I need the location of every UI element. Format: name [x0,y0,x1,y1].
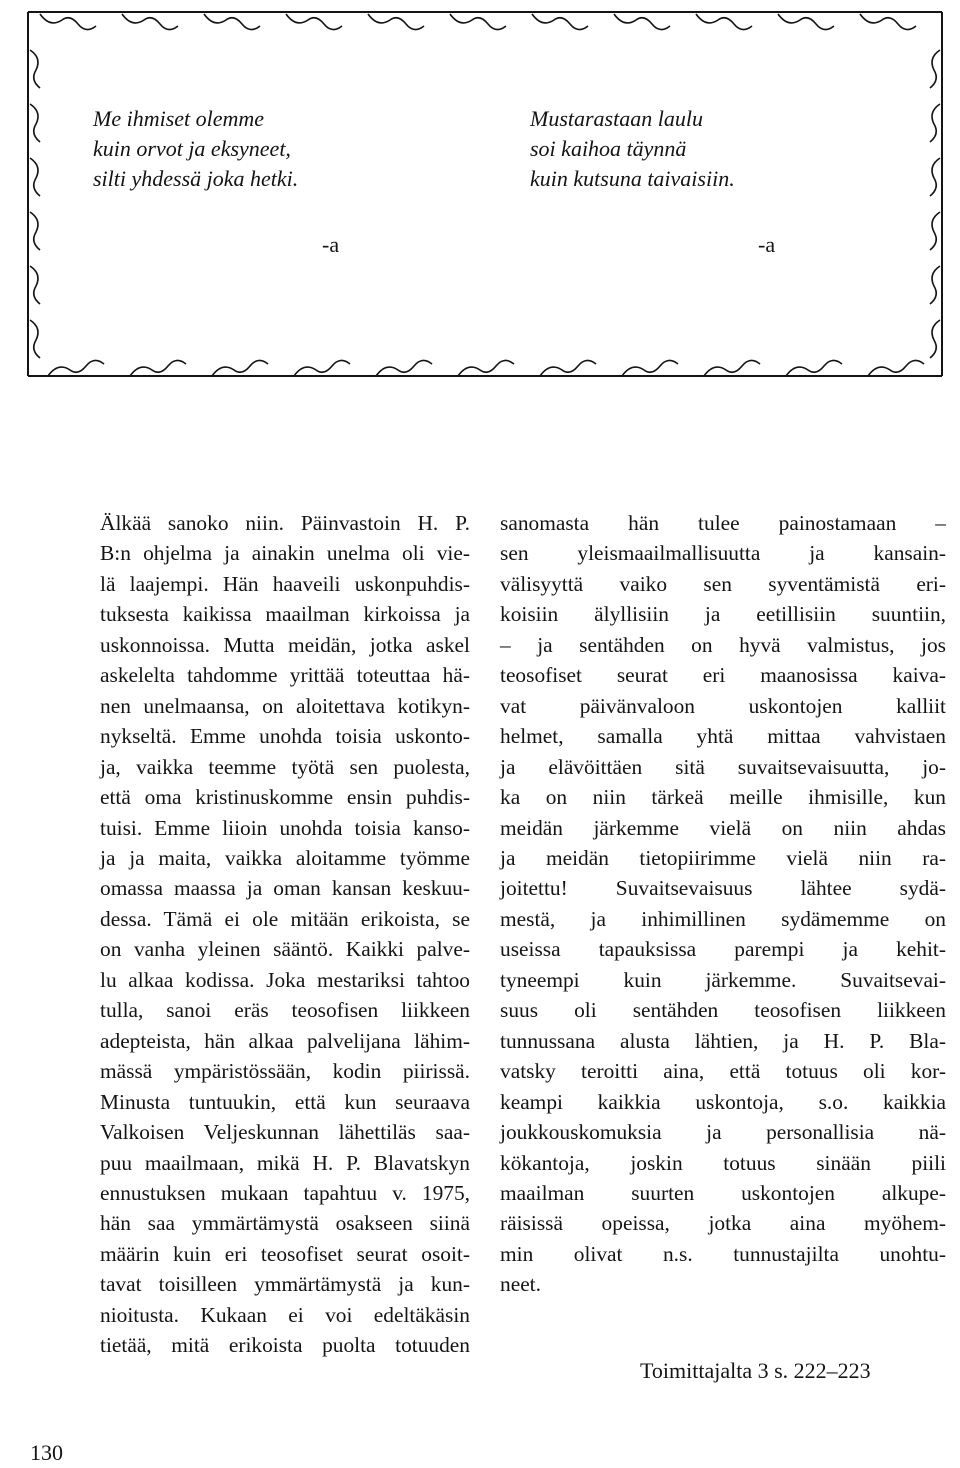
flourish [48,360,104,376]
text-line: neet. [500,1272,541,1297]
flourish [930,266,940,304]
text-line: uskonnoissa. Mutta meidän, jotka askel [100,632,470,657]
ornamental-frame [26,10,944,380]
flourish [376,360,432,376]
text-line: min olivat n.s. tunnustajilta unohtu- [500,1241,946,1266]
text-line: Älkää sanoko niin. Päinvastoin H. P. [100,511,470,535]
flourish [786,360,842,376]
poem-line: kuin kutsuna taivaisiin. [530,166,735,191]
flourish [614,14,670,30]
text-line: kökantoja, joskin totuus sinään piili [500,1150,946,1175]
poem-line: silti yhdessä joka hetki. [93,166,299,191]
poem-left [93,104,298,194]
flourish [204,14,260,30]
text-line: puu maailmaan, mikä H. P. Blavatskyn [100,1150,470,1175]
text-line: välisyyttä vaiko sen syventämistä eri- [500,571,946,596]
text-line: mässä ympäristössään, kodin piirissä. [100,1059,470,1084]
text-line: maailman suurten uskontojen alkupe- [500,1180,946,1205]
flourish [30,212,40,250]
flourish [532,14,588,30]
flourish [696,14,752,30]
text-line: määrin kuin eri teosofiset seurat osoit- [100,1241,470,1266]
text-line: räisissä opeissa, jotka aina myöhem- [500,1211,946,1236]
source-credit: Toimittajalta 3 s. 222–223 [640,1358,871,1383]
text-line: B:n ohjelma ja ainakin unelma oli vie- [100,541,470,566]
flourish [930,212,940,250]
text-line: koisiin älyllisiin ja eetillisiin suuntiin, [500,602,946,627]
ornamental-border [26,10,944,380]
text-line: omassa maassa ja oman kansan keskuu- [100,876,470,901]
text-line: vatsky teroitti aina, että totuus oli kor- [500,1059,946,1084]
flourish [30,158,40,196]
text-line: vat päivänvaloon uskontojen kalliit [500,693,946,718]
text-line: askelelta tahdomme yrittää toteuttaa hä- [100,663,470,688]
text-line: tulla, sanoi eräs teosofisen liikkeen [100,998,470,1023]
text-line: ennustuksen mukaan tapahtuu v. 1975, [100,1180,470,1205]
flourish [30,320,40,358]
text-line: tietää, mitä erikoista puolta totuuden [100,1333,470,1358]
text-line: joukkouskomuksia ja personallisia nä- [500,1120,946,1145]
text-line: mestä, ja inhimillinen sydämemme on [500,906,946,931]
text-line: joitettu! Suvaitsevaisuus lähtee sydä- [500,876,946,901]
flourish [368,14,424,30]
text-line: meidän järkemme vielä on niin ahdas [500,815,946,840]
text-line: – ja sentähden on hyvä valmistus, jos [500,632,946,657]
text-line: hän saa ymmärtämystä osakseen siinä [100,1211,470,1236]
text-line: ja ja maita, vaikka aloitamme työmme [100,845,470,870]
flourish [30,104,40,142]
text-line: että oma kristinuskomme ensin puhdis- [100,785,470,810]
text-line: nioitusta. Kukaan ei voi edeltäkäsin [100,1302,470,1327]
text-line: teosofiset seurat eri maanosissa kaiva- [500,663,946,688]
poem-left-signature: -a [322,232,340,257]
text-line: Valkoisen Veljeskunnan lähettiläs saa- [100,1120,470,1145]
text-line: tyneempi kuin järkemme. Suvaitsevai- [500,967,946,992]
text-line: sanomasta hän tulee painostamaan – [500,511,946,535]
text-line: lu alkaa kodissa. Joka mestariksi tahtoo [100,967,470,992]
poem-right-signature: -a [758,232,776,257]
text-line: ja meidän tietopiirimme vielä niin ra- [500,845,946,870]
flourish [868,360,924,376]
text-line: sen yleismaailmallisuutta ja kansain- [500,541,946,566]
flourish [294,360,350,376]
flourish [930,320,940,358]
flourish [930,158,940,196]
flourish [704,360,760,376]
text-line: tavat toisilleen ymmärtämystä ja kun- [100,1272,470,1297]
text-line: keampi kaikkia uskontoja, s.o. kaikkia [500,1089,946,1114]
text-line: nen unelmaansa, on aloitettava kotikyn- [100,693,470,718]
text-line: adepteista, hän alkaa palvelijana lähim- [100,1028,470,1053]
flourish [122,14,178,30]
page-number: 130 [30,1440,63,1465]
flourish [930,50,940,88]
flourish [40,14,96,30]
flourish [778,14,834,30]
flourish [30,266,40,304]
text-line: dessa. Tämä ei ole mitään erikoista, se [100,906,470,931]
flourish [930,104,940,142]
poem-line: Me ihmiset olemme [93,106,265,131]
flourish [30,50,40,88]
text-line: Minusta tuntuukin, että kun seuraava [100,1089,470,1114]
text-line: nykseltä. Emme unohda toisia uskonto- [100,724,470,749]
text-line: tuisi. Emme liioin unohda toisia kanso- [100,815,470,840]
text-line: on vanha yleinen sääntö. Kaikki palve- [100,937,470,962]
text-line: useissa tapauksissa parempi ja kehit- [500,937,946,962]
flourish [130,360,186,376]
text-line: ka on niin tärkeä meille ihmisille, kun [500,785,946,810]
flourish [540,360,596,376]
flourish [622,360,678,376]
flourish [860,14,916,30]
poem-line: Mustarastaan laulu [530,106,703,131]
body-right-column [500,508,946,1300]
text-line: ja elävöittäen sitä suvaitsevaisuutta, jo- [500,754,946,779]
text-line: tunnussana alusta lähtien, ja H. P. Bla- [500,1028,946,1053]
poem-right [530,104,735,194]
poem-line: soi kaihoa täynnä [530,136,687,161]
flourish [458,360,514,376]
text-line: tuksesta kaikissa maailman kirkoissa ja [100,602,470,627]
text-line: helmet, samalla yhtä mittaa vahvistaen [500,724,946,749]
text-line: suus oli sentähden teosofisen liikkeen [500,998,946,1023]
text-line: ja, vaikka teemme työtä sen puolesta, [100,754,470,779]
flourish [212,360,268,376]
body-left-column [100,508,470,1361]
flourish [286,14,342,30]
flourish [450,14,506,30]
text-line: lä laajempi. Hän haaveili uskonpuhdis- [100,571,470,596]
poem-line: kuin orvot ja eksyneet, [93,136,291,161]
